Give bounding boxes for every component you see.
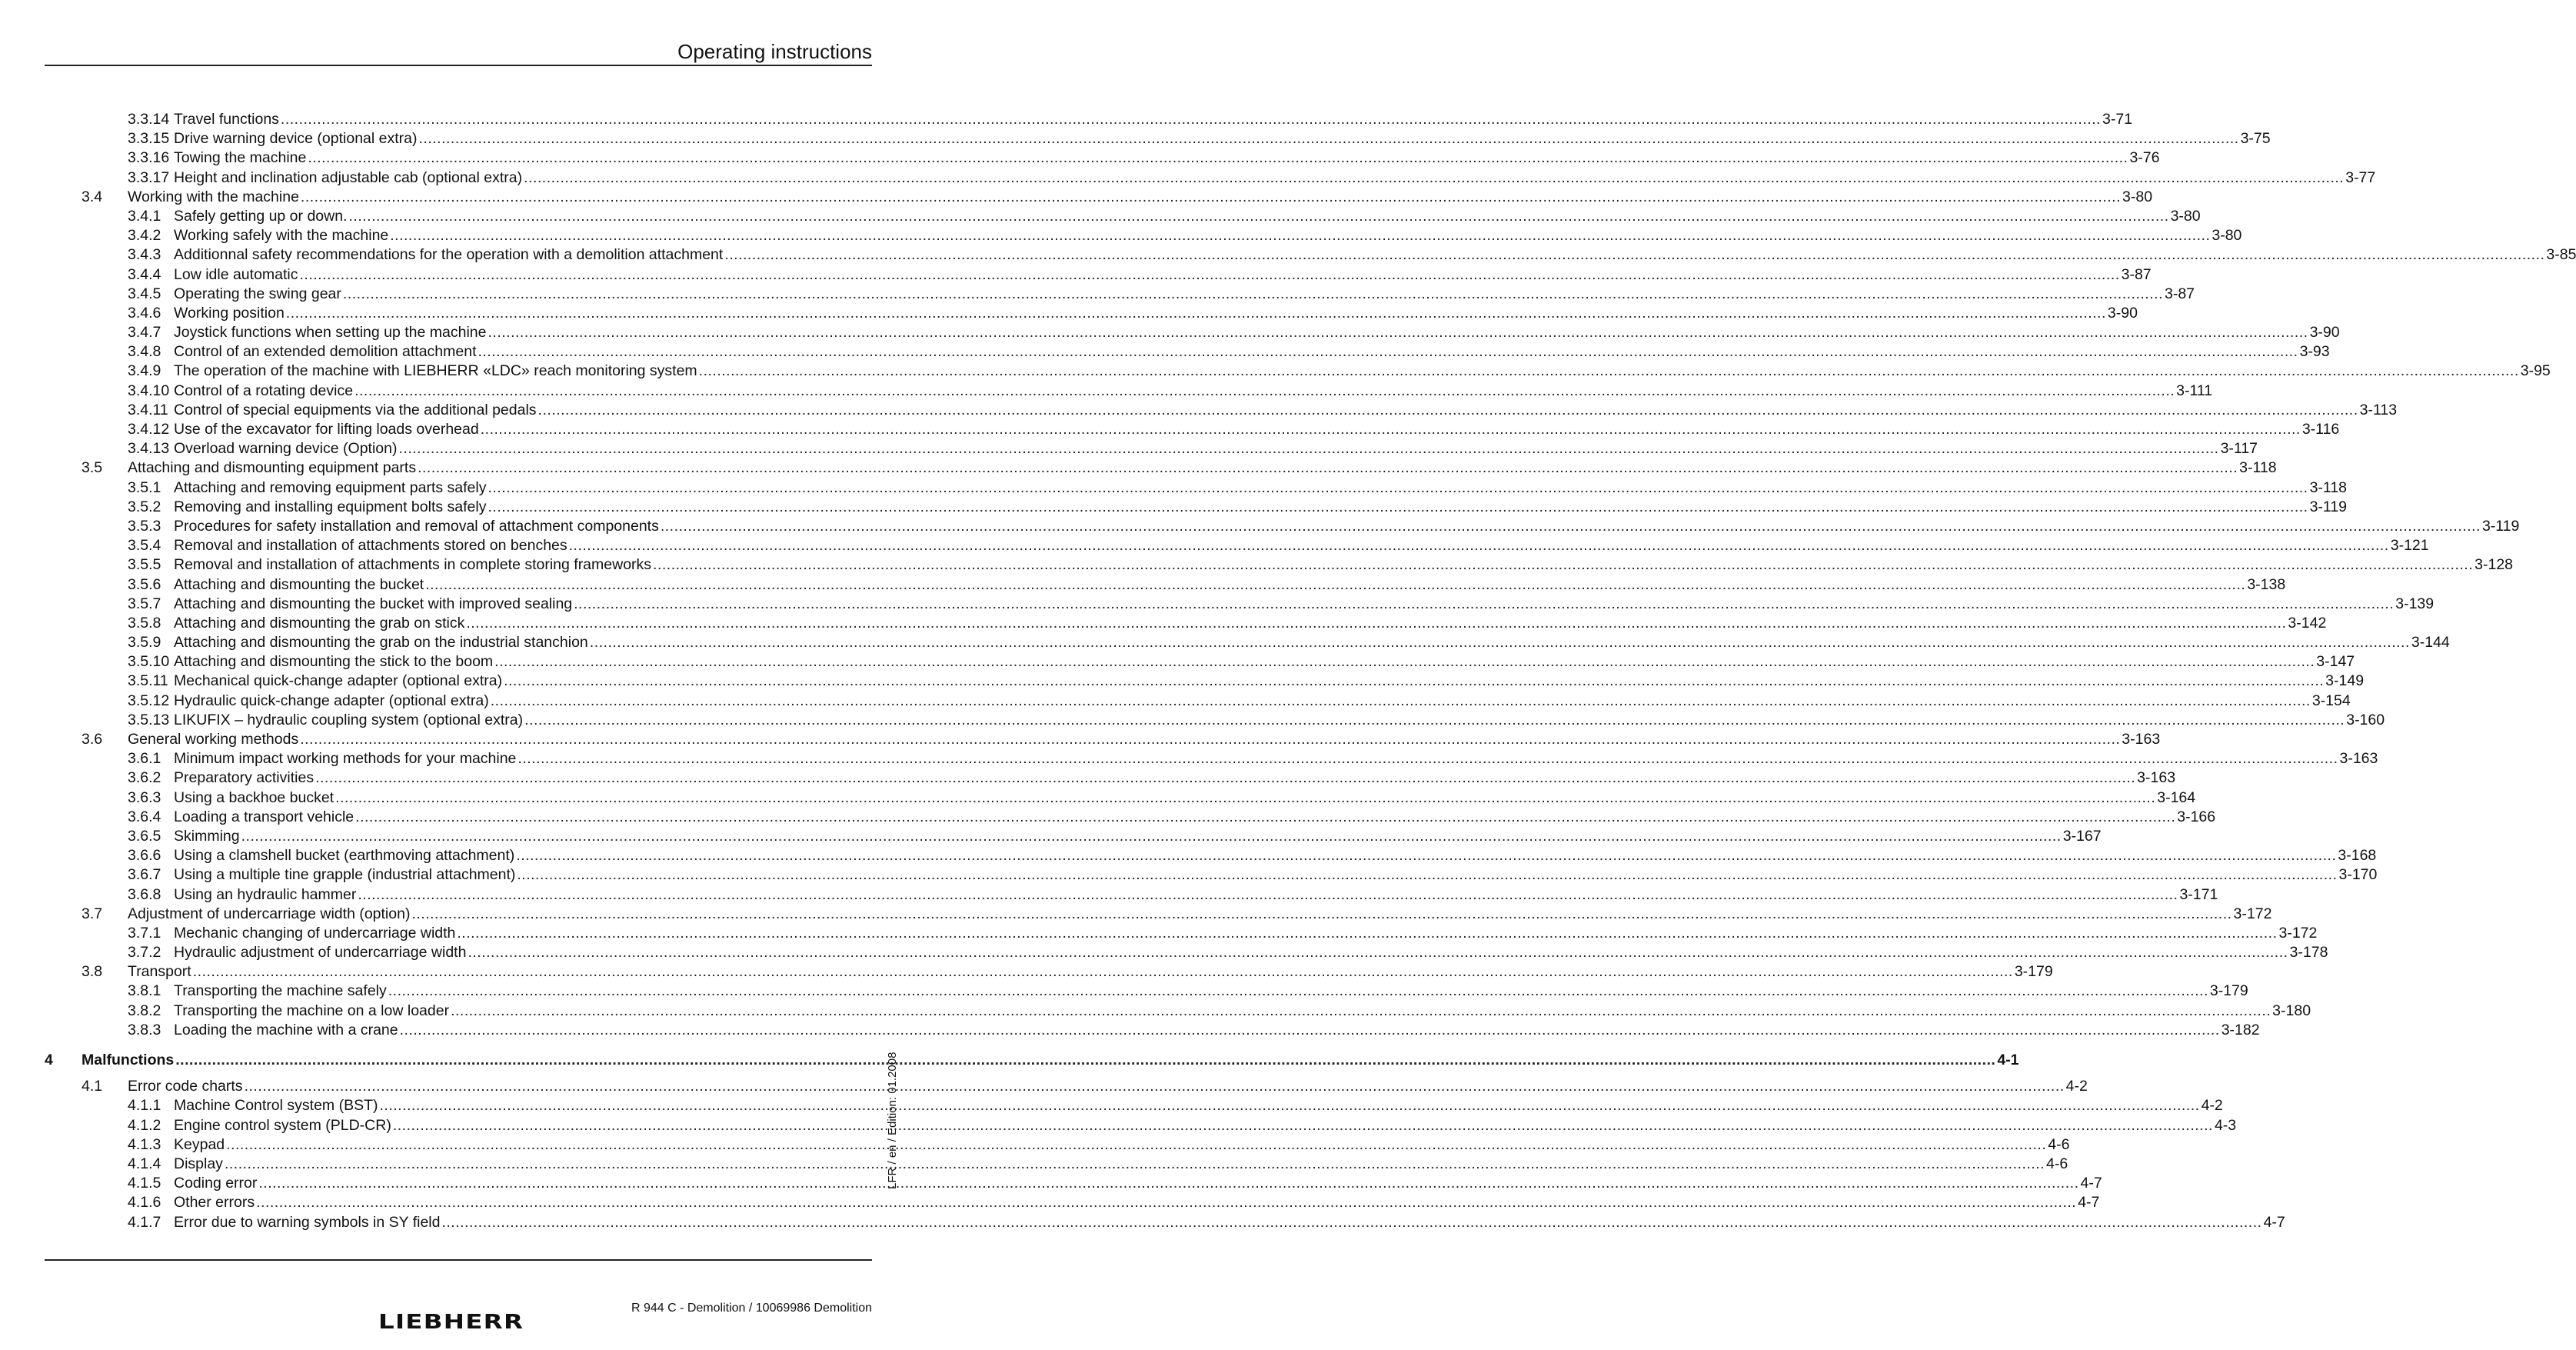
toc-leader-dots: ................................................................................................................................................................................................................................................................................................................................................................................................................ [653,556,2474,574]
toc-entry-page: 3-85 [2546,246,2576,264]
toc-entry-page: 3-138 [2247,575,2286,593]
toc-entry[interactable] [0,1135,2070,1155]
toc-entry-page: 3-179 [2209,982,2248,1000]
toc-entry[interactable] [0,342,2330,362]
toc-leader-dots: ................................................................................................................................................................................................................................................................................................................................................................................................................ [224,1155,2045,1172]
toc-entry-title: Attaching and dismounting the bucket with improved sealing [174,595,573,612]
toc-entry[interactable] [0,245,2576,265]
toc-entry[interactable] [0,517,2520,536]
toc-leader-dots: ................................................................................................................................................................................................................................................................................................................................................................................................................ [494,653,2315,671]
toc-entry[interactable] [0,711,2385,730]
toc-entry-title: General working methods [128,731,299,748]
toc-entry[interactable] [0,382,2213,401]
toc-entry-title: Skimming [174,827,240,845]
toc-entry[interactable] [0,1213,2285,1232]
toc-entry-page: 4-7 [2078,1194,2100,1212]
toc-entry[interactable] [0,478,2348,498]
toc-entry-number: 4.1.4 [128,1155,161,1172]
toc-entry-page: 3-93 [2299,343,2330,361]
toc-leader-dots: ................................................................................................................................................................................................................................................................................................................................................................................................................ [418,130,2239,148]
toc-entry-number: 3.4.12 [128,421,170,438]
toc-entry-title: Using a clamshell bucket (earthmoving attachment) [174,847,515,865]
toc-leader-dots: ................................................................................................................................................................................................................................................................................................................................................................................................................ [256,1194,2077,1212]
toc-entry-number: 3.3.17 [128,168,170,186]
toc-entry-title: Machine Control system (BST) [174,1097,378,1115]
toc-entry-page: 3-80 [2122,188,2153,205]
toc-entry-page: 3-172 [2278,924,2318,942]
toc-entry[interactable] [0,1155,2068,1174]
toc-leader-dots: ................................................................................................................................................................................................................................................................................................................................................................................................................ [244,1078,2065,1095]
toc-entry-page: 3-171 [2179,885,2218,903]
toc-entry-page: 3-168 [2338,847,2377,865]
toc-entry-title: Drive warning device (optional extra) [174,130,418,148]
toc-entry-number: 3.4 [82,188,103,205]
toc-leader-dots: ................................................................................................................................................................................................................................................................................................................................................................................................................ [192,963,2013,981]
toc-entry[interactable] [0,730,2161,749]
toc-entry-page: 3-76 [2129,149,2160,167]
toc-entry-title: Preparatory activities [174,769,315,787]
toc-entry-page: 3-160 [2346,711,2385,728]
toc-entry-number: 3.4.11 [128,401,168,418]
toc-entry-page: 3-142 [2288,614,2327,632]
toc-entry-title: Hydraulic adjustment of undercarriage width [174,944,467,962]
toc-leader-dots: ................................................................................................................................................................................................................................................................................................................................................................................................................ [258,1175,2079,1192]
toc-entry-page: 3-163 [2137,769,2176,787]
toc-leader-dots: ................................................................................................................................................................................................................................................................................................................................................................................................................ [488,324,2308,342]
toc-entry[interactable] [0,633,2450,652]
toc-entry-title: Procedures for safety installation and removal of attachment components [174,517,659,535]
toc-entry-page: 3-149 [2325,672,2365,690]
toc-entry-page: 3-163 [2339,750,2378,768]
toc-leader-dots: ................................................................................................................................................................................................................................................................................................................................................................................................................ [418,459,2238,477]
toc-entry-page: 3-164 [2157,788,2196,806]
toc-entry-page: 3-121 [2390,537,2429,555]
toc-entry-page: 3-144 [2411,634,2450,652]
toc-entry-number: 3.4.3 [128,246,161,264]
toc-entry[interactable] [0,148,2160,168]
toc-entry-number: 3.4.4 [128,265,161,283]
toc-entry-title: Attaching and dismounting the grab on the industrial stanchion [174,634,588,652]
toc-entry[interactable] [0,362,2551,381]
toc-leader-dots: ................................................................................................................................................................................................................................................................................................................................................................................................................ [724,246,2545,264]
toc-entry-number: 3.5.9 [128,634,161,652]
liebherr-logo: LIEBHERR [378,1311,524,1334]
toc-entry-number: 3.6.4 [128,808,161,825]
toc-entry-number: 3.8.1 [128,982,161,1000]
toc-entry-number: 3.4.7 [128,324,161,342]
header-rule [45,65,872,66]
toc-entry[interactable] [0,768,2176,788]
toc-entry[interactable] [0,652,2355,672]
toc-entry[interactable] [0,846,2377,865]
toc-entry-page: 3-180 [2272,1002,2311,1019]
toc-leader-dots: ................................................................................................................................................................................................................................................................................................................................................................................................................ [398,440,2219,458]
toc-entry-title: Use of the excavator for lifting loads overhead [174,421,479,438]
toc-leader-dots: ................................................................................................................................................................................................................................................................................................................................................................................................................ [457,924,2278,942]
toc-entry[interactable] [0,188,2153,207]
toc-leader-dots: ................................................................................................................................................................................................................................................................................................................................................................................................................ [425,575,2246,593]
toc-leader-dots: ................................................................................................................................................................................................................................................................................................................................................................................................................ [399,1021,2220,1038]
toc-leader-dots: ................................................................................................................................................................................................................................................................................................................................................................................................................ [348,207,2169,225]
toc-entry-title: Adjustment of undercarriage width (option) [128,905,411,922]
toc-entry[interactable] [0,555,2514,575]
toc-leader-dots: ................................................................................................................................................................................................................................................................................................................................................................................................................ [315,769,2136,787]
toc-entry-number: 4.1.7 [128,1213,161,1231]
toc-entry-number: 3.6.2 [128,769,161,787]
toc-entry-page: 4-7 [2263,1213,2285,1231]
toc-entry-number: 3.5.3 [128,517,161,535]
toc-entry-title: Using an hydraulic hammer [174,885,357,903]
toc-entry-title: Mechanic changing of undercarriage width [174,924,456,942]
toc-leader-dots: ................................................................................................................................................................................................................................................................................................................................................................................................................ [660,517,2481,535]
toc-entry[interactable] [0,827,2102,846]
toc-entry-number: 3.7.2 [128,944,161,962]
toc-entry-number: 3.6.7 [128,866,161,884]
toc-entry-number: 3.5.2 [128,498,161,515]
toc-entry-page: 3-170 [2338,866,2378,884]
toc-entry-title: Control of an extended demolition attachment [174,343,477,361]
toc-entry-page: 3-90 [2107,304,2138,322]
toc-entry-page: 3-95 [2520,362,2551,380]
toc-entry-page: 3-71 [2102,111,2133,128]
toc-entry[interactable] [0,1174,2102,1193]
toc-entry-title: Malfunctions [82,1052,175,1068]
toc-entry-page: 3-113 [2359,401,2398,418]
document-reference: R 944 C - Demolition / 10069986 Demolition [631,1302,872,1315]
toc-entry[interactable] [0,905,2272,924]
toc-entry[interactable] [0,304,2138,323]
toc-entry[interactable] [0,458,2277,478]
toc-entry-title: Error due to warning symbols in SY field [174,1213,441,1231]
toc-entry[interactable] [0,439,2258,458]
toc-leader-dots: ................................................................................................................................................................................................................................................................................................................................................................................................................ [698,362,2519,380]
toc-entry-page: 4-6 [2048,1135,2070,1153]
toc-entry-page: 3-167 [2062,827,2102,845]
toc-entry-title: Coding error [174,1175,258,1192]
toc-entry-number: 4 [45,1052,53,1068]
toc-entry-page: 3-87 [2164,285,2195,302]
toc-entry-number: 3.7.1 [128,924,161,942]
toc-leader-dots: ................................................................................................................................................................................................................................................................................................................................................................................................................ [308,149,2128,167]
toc-entry[interactable] [0,401,2398,420]
toc-entry-number: 3.4.5 [128,285,161,302]
toc-entry-number: 3.3.16 [128,149,170,167]
edition-note: LFR / en / Edition: 01.2008 [886,1052,899,1189]
toc-entry[interactable] [0,1021,2260,1040]
toc-entry-page: 3-75 [2240,130,2271,148]
toc-entry-number: 3.3.15 [128,130,170,148]
toc-leader-dots: ................................................................................................................................................................................................................................................................................................................................................................................................................ [518,750,2338,768]
toc-entry-title: Towing the machine [174,149,307,167]
toc-entry-page: 3-118 [2309,478,2348,496]
toc-entry[interactable] [0,808,2216,827]
toc-entry-page: 3-111 [2176,382,2213,399]
toc-entry-number: 3.5 [82,459,103,477]
toc-entry-number: 3.6.8 [128,885,161,903]
toc-leader-dots: ................................................................................................................................................................................................................................................................................................................................................................................................................ [480,421,2301,438]
toc-entry[interactable] [0,129,2271,148]
toc-entry[interactable] [0,614,2327,633]
toc-leader-dots: ................................................................................................................................................................................................................................................................................................................................................................................................................ [175,1052,1996,1068]
toc-leader-dots: ................................................................................................................................................................................................................................................................................................................................................................................................................ [517,866,2338,884]
toc-leader-dots: ................................................................................................................................................................................................................................................................................................................................................................................................................ [226,1135,2047,1153]
toc-entry-number: 3.6 [82,731,103,748]
footer-rule [45,1259,872,1261]
table-of-contents [0,110,2576,1232]
toc-leader-dots: ................................................................................................................................................................................................................................................................................................................................................................................................................ [524,711,2345,728]
toc-entry-title: Using a backhoe bucket [174,788,334,806]
toc-entry-number: 3.4.8 [128,343,161,361]
toc-entry-page: 4-3 [2214,1116,2237,1134]
toc-entry-number: 3.5.4 [128,537,161,555]
toc-entry-page: 3-154 [2311,692,2351,709]
toc-entry-number: 3.5.10 [128,653,170,671]
toc-entry-title: Travel functions [174,111,279,128]
toc-entry-page: 3-172 [2233,905,2272,922]
toc-entry-number: 3.6.6 [128,847,161,865]
toc-entry-number: 4.1.5 [128,1175,161,1192]
toc-entry-number: 3.4.10 [128,382,170,399]
toc-leader-dots: ................................................................................................................................................................................................................................................................................................................................................................................................................ [478,343,2298,361]
toc-leader-dots: ................................................................................................................................................................................................................................................................................................................................................................................................................ [411,905,2232,922]
toc-entry[interactable] [0,982,2248,1001]
toc-entry[interactable] [0,265,2152,285]
toc-entry[interactable] [0,207,2201,226]
toc-leader-dots: ................................................................................................................................................................................................................................................................................................................................................................................................................ [468,944,2288,962]
toc-entry-title: Control of special equipments via the additional pedals [174,401,537,418]
toc-entry-title: Transporting the machine on a low loader [174,1002,450,1019]
toc-leader-dots: ................................................................................................................................................................................................................................................................................................................................................................................................................ [451,1002,2271,1019]
toc-entry[interactable] [0,168,2376,188]
toc-leader-dots: ................................................................................................................................................................................................................................................................................................................................................................................................................ [335,788,2156,806]
toc-entry[interactable] [0,536,2429,555]
toc-entry[interactable] [0,1193,2100,1212]
toc-entry-page: 3-179 [2014,963,2053,981]
toc-entry[interactable] [0,226,2242,245]
toc-entry-number: 3.7 [82,905,103,922]
toc-leader-dots: ................................................................................................................................................................................................................................................................................................................................................................................................................ [379,1097,2200,1115]
toc-entry-title: Loading a transport vehicle [174,808,354,825]
toc-entry[interactable] [0,885,2218,905]
toc-entry-number: 3.6.1 [128,750,161,768]
toc-entry-title: Loading the machine with a crane [174,1021,398,1038]
toc-entry[interactable] [0,595,2435,614]
toc-entry[interactable] [0,749,2378,768]
toc-entry-number: 3.4.13 [128,440,170,458]
toc-entry-number: 3.5.12 [128,692,170,709]
toc-entry-number: 3.5.6 [128,575,161,593]
toc-leader-dots: ................................................................................................................................................................................................................................................................................................................................................................................................................ [490,692,2311,709]
toc-entry-title: Attaching and dismounting the stick to the boom [174,653,494,671]
toc-entry[interactable] [0,498,2348,517]
toc-entry-number: 3.5.11 [128,672,168,690]
toc-entry[interactable] [0,865,2378,885]
toc-entry-title: Other errors [174,1194,255,1212]
toc-entry-title: LIKUFIX – hydraulic coupling system (optional extra) [174,711,524,728]
toc-entry-page: 4-7 [2080,1175,2102,1192]
toc-entry-page: 3-116 [2301,421,2340,438]
toc-entry[interactable] [0,672,2365,691]
toc-entry[interactable] [0,788,2196,808]
toc-entry-title: Height and inclination adjustable cab (optional extra) [174,168,523,186]
toc-leader-dots: ................................................................................................................................................................................................................................................................................................................................................................................................................ [354,382,2175,399]
toc-entry-number: 3.4.9 [128,362,161,380]
toc-entry[interactable] [0,962,2053,982]
toc-entry-title: Removal and installation of attachments in complete storing frameworks [174,556,652,574]
toc-entry-title: Transport [128,963,191,981]
toc-entry-page: 3-178 [2289,944,2328,962]
toc-entry[interactable] [0,1051,2019,1070]
toc-entry-title: Attaching and dismounting equipment parts [128,459,417,477]
toc-entry-number: 3.4.2 [128,227,161,245]
toc-entry-number: 3.5.8 [128,614,161,632]
toc-entry-title: Working position [174,304,285,322]
toc-entry-page: 3-80 [2212,227,2242,245]
toc-entry-title: Attaching and dismounting the grab on stick [174,614,465,632]
toc-entry-number: 4.1 [82,1078,103,1095]
toc-entry-number: 3.4.1 [128,207,161,225]
toc-entry-title: Safely getting up or down. [174,207,348,225]
toc-entry-title: The operation of the machine with LIEBHERR «LDC» reach monitoring system [174,362,697,380]
toc-entry[interactable] [0,1077,2088,1096]
toc-entry-title: Overload warning device (Option) [174,440,398,458]
toc-entry-page: 3-166 [2177,808,2216,825]
toc-entry-title: Hydraulic quick-change adapter (optional extra) [174,692,489,709]
toc-entry-page: 4-2 [2065,1078,2088,1095]
toc-leader-dots: ................................................................................................................................................................................................................................................................................................................................................................................................................ [241,827,2062,845]
toc-entry-number: 3.6.5 [128,827,161,845]
toc-entry[interactable] [0,420,2340,439]
toc-entry[interactable] [0,110,2133,129]
toc-entry-number: 3.8 [82,963,103,981]
toc-entry-number: 3.8.3 [128,1021,161,1038]
toc-leader-dots: ................................................................................................................................................................................................................................................................................................................................................................................................................ [358,885,2178,903]
toc-entry-title: Additionnal safety recommendations for the operation with a demolition attachment [174,246,724,264]
toc-leader-dots: ................................................................................................................................................................................................................................................................................................................................................................................................................ [300,188,2122,205]
toc-entry-number: 3.3.14 [128,111,170,128]
toc-entry-title: Mechanical quick-change adapter (optional extra) [174,672,503,690]
toc-entry-page: 3-128 [2474,556,2514,574]
toc-entry-page: 4-6 [2046,1155,2068,1172]
toc-leader-dots: ................................................................................................................................................................................................................................................................................................................................................................................................................ [466,614,2287,632]
toc-entry[interactable] [0,1116,2237,1135]
toc-entry-title: Error code charts [128,1078,243,1095]
toc-leader-dots: ................................................................................................................................................................................................................................................................................................................................................................................................................ [280,111,2102,128]
toc-entry-page: 3-182 [2221,1021,2260,1038]
toc-leader-dots: ................................................................................................................................................................................................................................................................................................................................................................................................................ [589,634,2410,652]
toc-entry-number: 3.5.13 [128,711,170,728]
toc-entry-number: 4.1.6 [128,1194,161,1212]
toc-entry[interactable] [0,1002,2311,1021]
toc-entry[interactable] [0,692,2351,711]
toc-entry-title: Keypad [174,1135,225,1153]
toc-leader-dots: ................................................................................................................................................................................................................................................................................................................................................................................................................ [355,808,2176,825]
toc-entry-page: 3-87 [2121,265,2152,283]
toc-leader-dots: ................................................................................................................................................................................................................................................................................................................................................................................................................ [537,401,2358,418]
toc-entry-page: 3-163 [2122,731,2161,748]
toc-leader-dots: ................................................................................................................................................................................................................................................................................................................................................................................................................ [299,265,2120,283]
toc-entry-page: 3-119 [2309,498,2348,515]
toc-entry-number: 3.5.1 [128,478,161,496]
toc-entry-number: 4.1.1 [128,1097,161,1115]
toc-entry-number: 3.6.3 [128,788,161,806]
toc-entry-title: Using a multiple tine grapple (industrial attachment) [174,866,516,884]
toc-entry-page: 3-77 [2345,168,2376,186]
toc-entry-title: Attaching and removing equipment parts safely [174,478,487,496]
toc-entry-title: Low idle automatic [174,265,298,283]
toc-entry-number: 3.4.6 [128,304,161,322]
toc-entry[interactable] [0,575,2286,595]
toc-entry-page: 3-119 [2481,517,2520,535]
toc-leader-dots: ................................................................................................................................................................................................................................................................................................................................................................................................................ [524,168,2345,186]
toc-leader-dots: ................................................................................................................................................................................................................................................................................................................................................................................................................ [342,285,2163,302]
toc-entry-page: 3-118 [2239,459,2277,477]
toc-leader-dots: ................................................................................................................................................................................................................................................................................................................................................................................................................ [516,847,2337,865]
toc-entry-number: 4.1.2 [128,1116,161,1134]
toc-leader-dots: ................................................................................................................................................................................................................................................................................................................................................................................................................ [388,982,2208,1000]
toc-leader-dots: ................................................................................................................................................................................................................................................................................................................................................................................................................ [488,498,2308,515]
toc-entry-number: 3.5.7 [128,595,161,612]
toc-entry-page: 3-147 [2316,653,2355,671]
toc-entry-title: Engine control system (PLD-CR) [174,1116,391,1134]
toc-entry[interactable] [0,323,2340,342]
toc-entry-page: 4-1 [1997,1052,2019,1068]
toc-entry-title: Joystick functions when setting up the machine [174,324,487,342]
toc-leader-dots: ................................................................................................................................................................................................................................................................................................................................................................................................................ [390,227,2211,245]
toc-entry-page: 3-90 [2309,324,2340,342]
toc-entry-title: Minimum impact working methods for your machine [174,750,517,768]
toc-entry-page: 3-117 [2220,440,2258,458]
toc-entry[interactable] [0,1096,2223,1115]
toc-leader-dots: ................................................................................................................................................................................................................................................................................................................................................................................................................ [574,595,2395,612]
page-header-title: Operating instructions [677,40,872,63]
toc-entry[interactable] [0,285,2195,304]
toc-entry-title: Attaching and dismounting the bucket [174,575,424,593]
toc-leader-dots: ................................................................................................................................................................................................................................................................................................................................................................................................................ [392,1116,2213,1134]
toc-entry-page: 3-80 [2170,207,2201,225]
toc-entry-number: 4.1.3 [128,1135,161,1153]
toc-leader-dots: ................................................................................................................................................................................................................................................................................................................................................................................................................ [441,1213,2262,1231]
toc-entry-title: Operating the swing gear [174,285,341,302]
toc-entry[interactable] [0,924,2318,943]
toc-entry[interactable] [0,943,2328,962]
toc-leader-dots: ................................................................................................................................................................................................................................................................................................................................................................................................................ [300,731,2121,748]
toc-entry-page: 4-2 [2201,1097,2223,1115]
toc-leader-dots: ................................................................................................................................................................................................................................................................................................................................................................................................................ [285,304,2106,322]
toc-entry-number: 3.8.2 [128,1002,161,1019]
toc-leader-dots: ................................................................................................................................................................................................................................................................................................................................................................................................................ [488,478,2308,496]
toc-leader-dots: ................................................................................................................................................................................................................................................................................................................................................................................................................ [504,672,2325,690]
toc-entry-title: Removal and installation of attachments stored on benches [174,537,567,555]
toc-leader-dots: ................................................................................................................................................................................................................................................................................................................................................................................................................ [568,537,2389,555]
toc-entry-number: 3.5.5 [128,556,161,574]
toc-entry-title: Display [174,1155,223,1172]
toc-entry-title: Working with the machine [128,188,299,205]
toc-entry-title: Control of a rotating device [174,382,354,399]
toc-entry-title: Working safely with the machine [174,227,389,245]
toc-entry-title: Transporting the machine safely [174,982,387,1000]
toc-entry-page: 3-139 [2395,595,2435,612]
toc-entry-title: Removing and installing equipment bolts safely [174,498,487,515]
